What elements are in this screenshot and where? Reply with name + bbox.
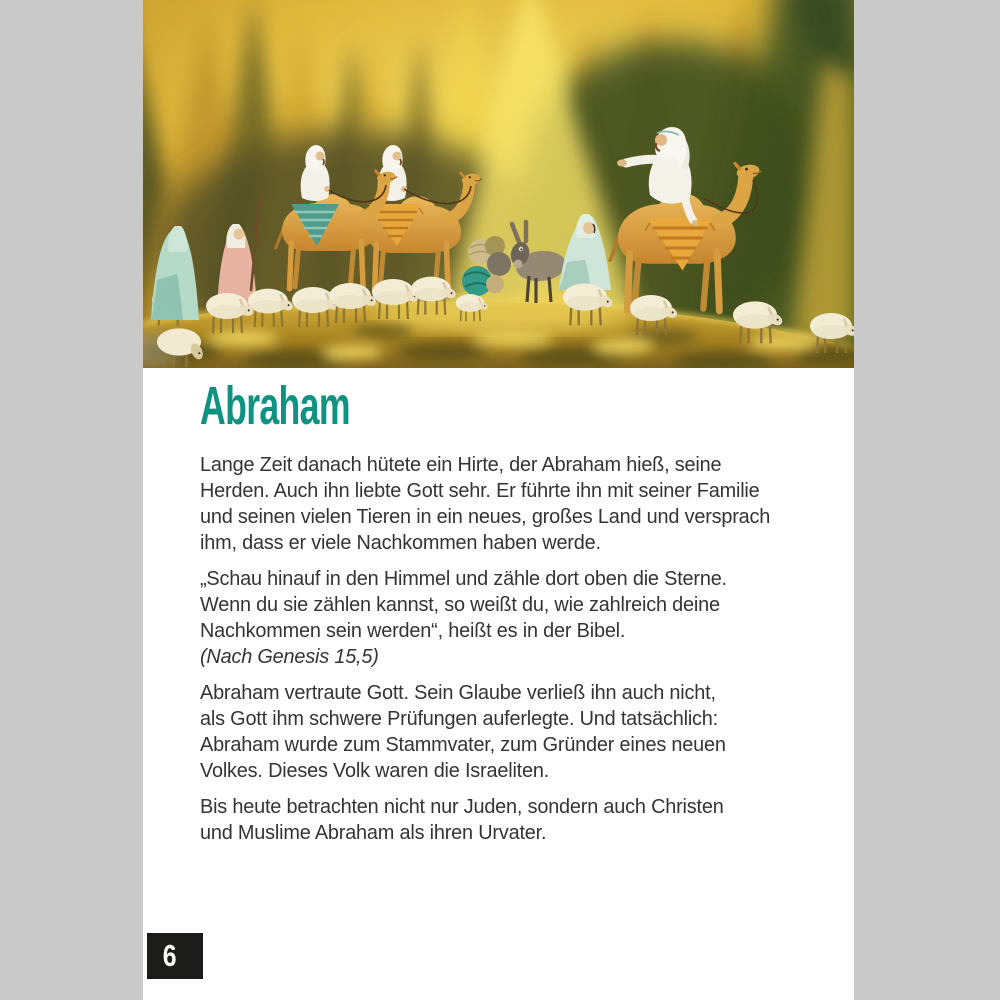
text-line: Abraham wurde zum Stammvater, zum Gründer eines neuen <box>200 733 726 756</box>
text-line: Herden. Auch ihn liebte Gott sehr. Er führte ihn mit seiner Familie <box>200 479 760 502</box>
text-line: „Schau hinauf in den Himmel und zähle dort oben die Sterne. <box>200 567 727 590</box>
text-line: Bis heute betrachten nicht nur Juden, sondern auch Christen <box>200 795 724 818</box>
page-title: Abraham <box>200 376 350 436</box>
page-number-box <box>147 933 203 979</box>
text-line: Wenn du sie zählen kannst, so weißt du, wie zahlreich deine <box>200 593 720 616</box>
text-line: und Muslime Abraham als ihren Urvater. <box>200 821 547 844</box>
body-text <box>200 452 801 856</box>
text-line: als Gott ihm schwere Prüfungen auferlegte. Und tatsächlich: <box>200 707 718 730</box>
text-line-citation: (Nach Genesis 15,5) <box>200 645 379 668</box>
paragraph <box>200 680 801 784</box>
caravan-illustration <box>143 0 854 368</box>
paragraph <box>200 566 801 670</box>
text-line: Nachkommen sein werden“, heißt es in der Bibel. <box>200 619 626 642</box>
book-page <box>143 0 854 1000</box>
text-line: Lange Zeit danach hütete ein Hirte, der Abraham hieß, seine <box>200 453 722 476</box>
text-line: ihm, dass er viele Nachkommen haben werde. <box>200 531 601 554</box>
paragraph <box>200 452 801 556</box>
caravan-illustration-svg <box>143 0 854 368</box>
text-line: Abraham vertraute Gott. Sein Glaube verließ ihn auch nicht, <box>200 681 716 704</box>
text-line: Volkes. Dieses Volk waren die Israeliten. <box>200 759 550 782</box>
page-number: 6 <box>163 938 177 973</box>
paragraph <box>200 794 801 846</box>
text-line: und seinen vielen Tieren in ein neues, großes Land und versprach <box>200 505 771 528</box>
